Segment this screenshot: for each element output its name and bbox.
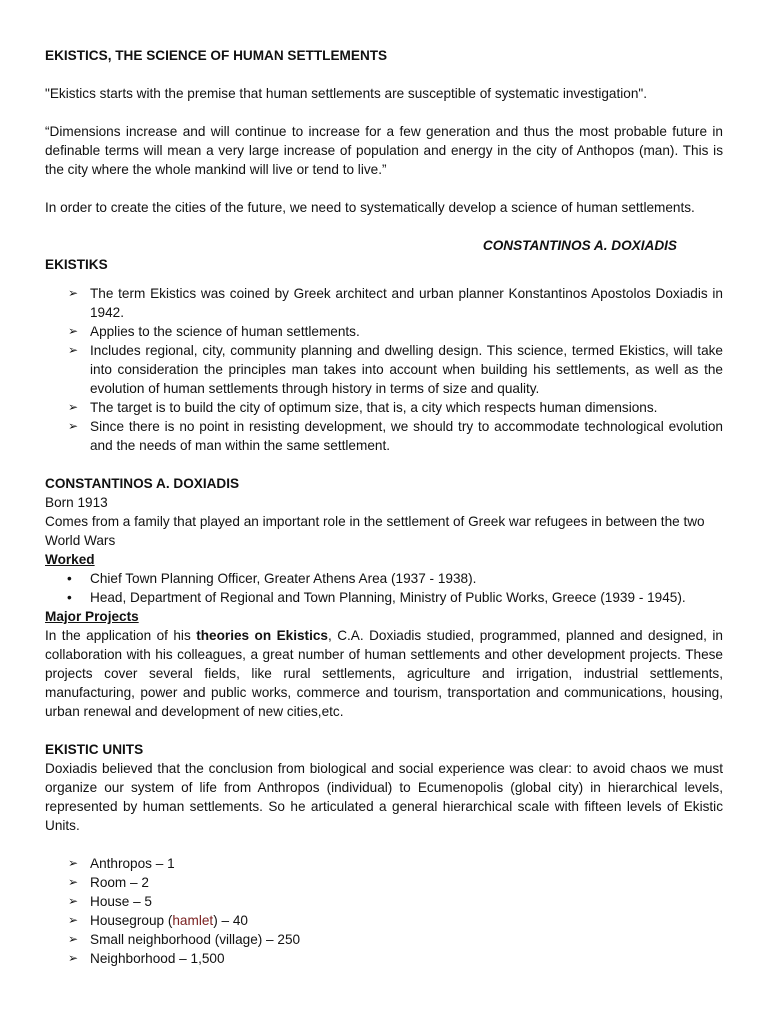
arrow-bullet-icon: ➢ xyxy=(68,875,79,889)
list-item: ➢ Anthropos – 1 xyxy=(68,856,175,871)
doxiadis-heading: CONSTANTINOS A. DOXIADIS xyxy=(45,476,240,491)
quote-dimensions: “Dimensions increase and will continue to increase for a few generation and thus the most probable future in definable terms will mean a very large increase of population and energy in the city of Anthopos (man). This is the city where the whole mankind will live or tend to live.” xyxy=(45,124,723,177)
arrow-bullet-icon: ➢ xyxy=(68,324,79,338)
ekistiks-list xyxy=(45,284,723,455)
born-line: Born 1913 xyxy=(45,495,108,510)
list-item: ➢ The target is to build the city of optimum size, that is, a city which respects human dimensions. xyxy=(68,400,658,415)
family-paragraph: Comes from a family that played an important role in the settlement of Greek war refugees in between the two World Wars xyxy=(45,514,705,548)
projects-paragraph: In the application of his theories on Ekistics, C.A. Doxiadis studied, programmed, planned and designed, in collaboration with his colleagues, a great number of human settlements and other development projects. These projects cover several fields, like rural settlements, agriculture and irrigation, industrial settlements, manufacturing, power and public works, commerce and tourism, transportation and communications, housing, urban renewal and development of new cities,etc. xyxy=(45,628,723,719)
list-item: • Chief Town Planning Officer, Greater Athens Area (1937 - 1938). xyxy=(67,571,477,586)
list-item: • Head, Department of Regional and Town Planning, Ministry of Public Works, Greece (1939 - 1945). xyxy=(67,590,686,605)
intro-paragraph: In order to create the cities of the future, we need to systematically develop a science of human settlements. xyxy=(45,200,695,215)
arrow-bullet-icon: ➢ xyxy=(68,894,79,908)
list-item: ➢ Housegroup (hamlet) – 40 xyxy=(68,913,248,928)
arrow-bullet-icon: ➢ xyxy=(68,400,79,414)
list-item: ➢ Small neighborhood (village) – 250 xyxy=(68,932,301,947)
list-item: ➢ Since there is no point in resisting development, we should try to accommodate technological evolution and the needs of man within the same settlement. xyxy=(68,419,723,453)
arrow-bullet-icon: ➢ xyxy=(68,932,79,946)
list-item: ➢ The term Ekistics was coined by Greek architect and urban planner Konstantinos Apostolos Doxiadis in 1942. xyxy=(68,286,723,320)
quote-premise: "Ekistics starts with the premise that human settlements are susceptible of systematic investigation". xyxy=(45,86,647,101)
arrow-bullet-icon: ➢ xyxy=(68,343,79,357)
projects-heading: Major Projects xyxy=(45,609,139,624)
list-item: ➢ Neighborhood – 1,500 xyxy=(68,951,225,966)
units-paragraph: Doxiadis believed that the conclusion from biological and social experience was clear: to avoid chaos we must organize our system of life from Anthropos (individual) to Ecumenopolis (global city) in hierarchical levels, represented by human settlements. So he articulated a general hierarchical scale with fifteen levels of Ekistic Units. xyxy=(45,761,723,833)
dot-bullet-icon: • xyxy=(67,571,72,586)
signature: CONSTANTINOS A. DOXIADIS xyxy=(482,238,677,253)
dot-bullet-icon: • xyxy=(67,590,72,605)
arrow-bullet-icon: ➢ xyxy=(68,951,79,965)
list-item: ➢ Room – 2 xyxy=(68,875,149,890)
list-item: ➢ Includes regional, city, community planning and dwelling design. This science, termed Ekistics, will take into consideration the principles man takes into account when building his settlements, as well as the evolution of human settlements through history in terms of size and quality. xyxy=(68,343,723,396)
worked-list xyxy=(45,569,723,607)
list-item: ➢ House – 5 xyxy=(68,894,152,909)
units-heading: EKISTIC UNITS xyxy=(45,742,144,757)
page-title: EKISTICS, THE SCIENCE OF HUMAN SETTLEMENTS xyxy=(45,48,388,63)
arrow-bullet-icon: ➢ xyxy=(68,913,79,927)
worked-heading: Worked xyxy=(45,552,95,567)
document-page xyxy=(45,46,723,968)
list-item: ➢ Applies to the science of human settlements. xyxy=(68,324,360,339)
arrow-bullet-icon: ➢ xyxy=(68,286,79,300)
hamlet-link[interactable]: hamlet xyxy=(172,913,214,928)
arrow-bullet-icon: ➢ xyxy=(68,419,79,433)
arrow-bullet-icon: ➢ xyxy=(68,856,79,870)
units-list xyxy=(45,854,723,968)
ekistiks-heading: EKISTIKS xyxy=(45,257,108,272)
